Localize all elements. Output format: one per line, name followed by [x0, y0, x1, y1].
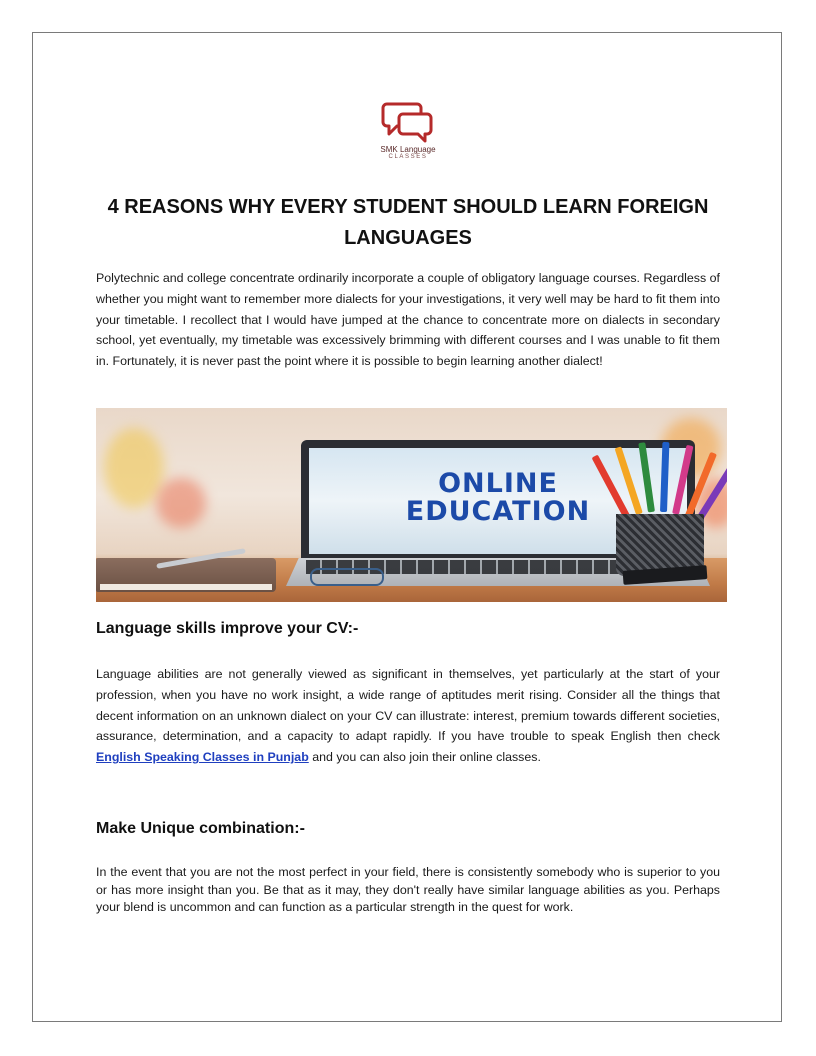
section-heading-combination: Make Unique combination:-: [96, 820, 305, 837]
section-heading-cv: Language skills improve your CV:-: [96, 620, 359, 637]
speech-bubbles-icon: [381, 100, 435, 144]
smk-logo: [372, 100, 444, 166]
page-title: 4 REASONS WHY EVERY STUDENT SHOULD LEARN FOREIGN LANGUAGES: [107, 196, 709, 249]
online-education-image: [96, 408, 727, 602]
intro-paragraph: Polytechnic and college concentrate ordinarily incorporate a couple of obligatory language courses. Regardless of whether you might want to remember more dialects for your investigations, it very well may be hard to fit them into your timetable. I recollect that I would have jumped at the chance to concentrate more on dialects in secondary school, yet eventually, my timetable was excessively brimming with different courses and I was unable to fit them in. Fortunately, it is never past the point where it is possible to begin learning another dialect!: [96, 271, 720, 369]
cv-text-after: and you can also join their online classes.: [308, 750, 541, 765]
hero-text-online: ONLINE: [438, 468, 558, 499]
logo-name: SMK Language: [380, 145, 436, 154]
hero-text-education: EDUCATION: [405, 496, 591, 527]
logo-subtitle: CLASSES: [388, 154, 428, 160]
section-paragraph-combination: In the event that you are not the most perfect in your field, there is consistently somebody who is superior to you or has more insight than you. Be that as it may, they don't really have similar language abilities as you. Perhaps your blend is uncommon and can function as a particular strength in the quest for work.: [96, 865, 720, 915]
cv-text-before: Language abilities are not generally viewed as significant in themselves, yet particularly at the start of your profession, when you have no work insight, a wide range of aptitudes merit rising. Consider all the things that decent information on an unknown dialect on your CV can illustrate: interest, premium towards different societies, assurance, determination, and a capacity to adapt rapidly. If you have trouble to speak English then check: [96, 667, 720, 744]
english-speaking-classes-link[interactable]: English Speaking Classes in Punjab: [96, 750, 309, 765]
section-paragraph-cv: [96, 664, 720, 768]
